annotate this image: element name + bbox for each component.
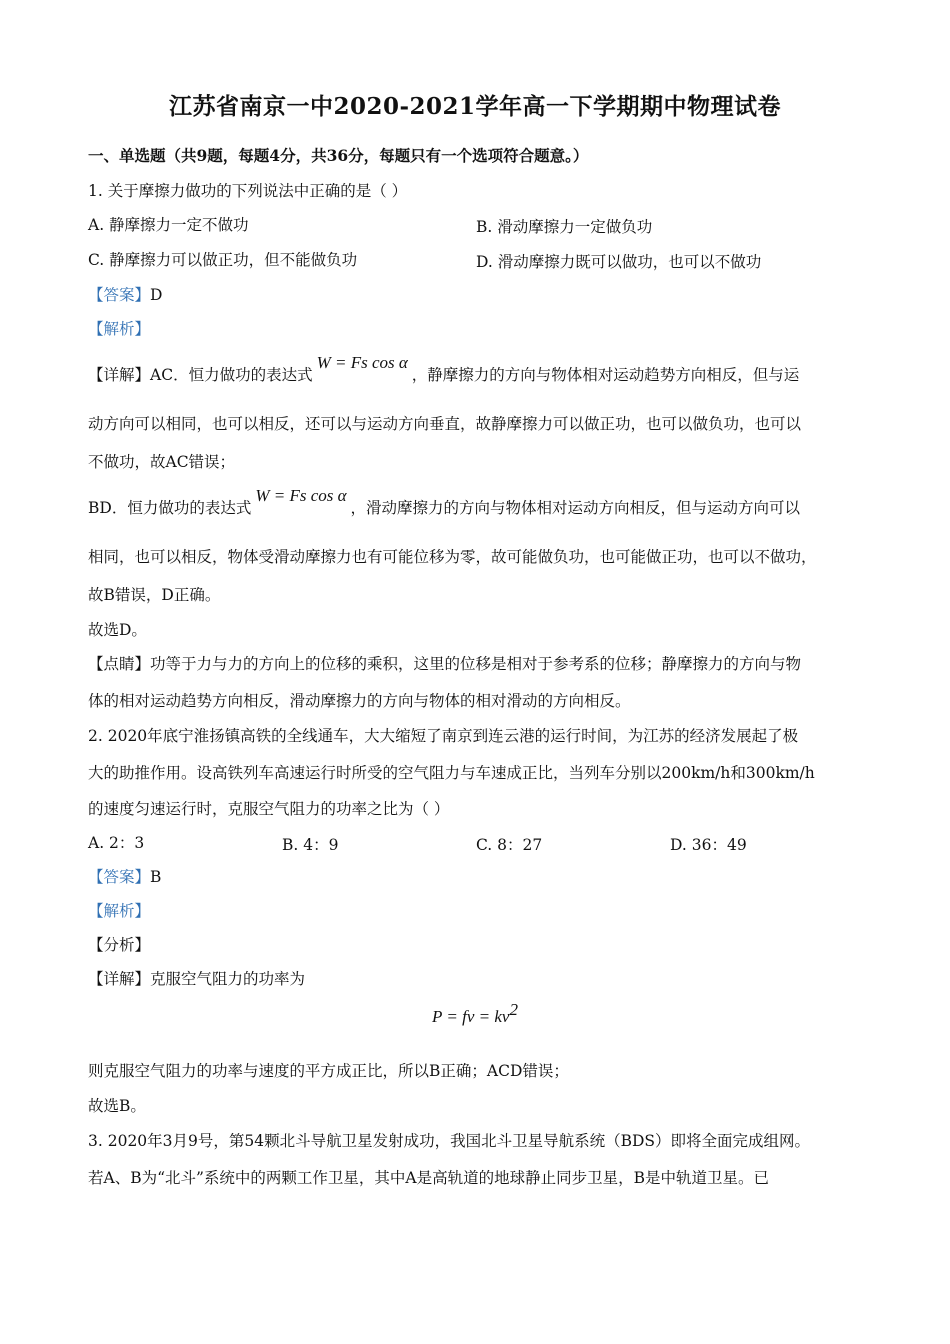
power-formula: P = fv = $kv^2$ [432, 1000, 518, 1026]
q1-option-c: C. 静摩擦力可以做正功，但不能做负功 [88, 251, 358, 269]
q2-detail-line2: 则克服空气阻力的功率与速度的平方成正比，所以B正确；ACD错误； [88, 1062, 569, 1080]
q2-stem-line3: 的速度匀速运行时，克服空气阻力的功率之比为（ ） [88, 800, 450, 818]
work-formula: W = Fs cos α [255, 486, 347, 505]
answer-tag: 【答案】 [88, 868, 151, 886]
q1-detail-line3: 不做功，故AC错误； [88, 453, 236, 471]
q1-detail-line2: 动方向可以相同，也可以相反，还可以与运动方向垂直，故静摩擦力可以做正功，也可以做负功，也可以 [88, 415, 802, 433]
q3-stem-line2: 若A、B为“北斗”系统中的两颗工作卫星，其中A是高轨道的地球静止同步卫星，B是中轨道卫星。已 [88, 1169, 770, 1187]
q2-conclusion: 故选B。 [88, 1097, 146, 1115]
answer-value: B [150, 868, 162, 886]
q1-detail-line1: 【详解】AC．恒力做功的表达式W = Fs cos α，静摩擦力的方向与物体相对运动趋势方向相反，但与运 [88, 353, 800, 384]
q1-stem: 1. 关于摩擦力做功的下列说法中正确的是（ ） [88, 182, 408, 200]
work-formula: W = Fs cos α [316, 353, 408, 372]
q1-option-a: A. 静摩擦力一定不做功 [88, 216, 249, 234]
q1-answer [88, 285, 162, 305]
q1-detail-line6: 故B错误，D正确。 [88, 586, 221, 604]
q1-comment-line1: 【点睛】功等于力与力的方向上的位移的乘积，这里的位移是相对于参考系的位移；静摩擦力的方向与物 [88, 655, 802, 673]
detail-tag: 【详解】 [88, 970, 151, 988]
formula-exponent: 2 [509, 1000, 518, 1019]
q2-answer [88, 867, 161, 887]
detail-tag: 【详解】 [88, 366, 151, 384]
section-heading: 一、单选题（共9题，每题4分，共36分，每题只有一个选项符合题意。） [88, 146, 589, 165]
q1-comment-line2: 体的相对运动趋势方向相反，滑动摩擦力的方向与物体的相对滑动的方向相反。 [88, 692, 631, 710]
q2-fenxi-tag: 【分析】 [88, 936, 151, 954]
q1-option-d: D. 滑动摩擦力既可以做功，也可以不做功 [476, 253, 762, 271]
q2-analysis-tag: 【解析】 [88, 902, 151, 920]
q2-stem-line2: 大的助推作用。设高铁列车高速运行时所受的空气阻力与车速成正比，当列车分别以200km/h和300km/h [88, 764, 815, 782]
q1-analysis-tag: 【解析】 [88, 320, 151, 338]
q2-option-d: D. 36：49 [670, 836, 747, 854]
answer-tag: 【答案】 [88, 286, 151, 304]
q1-detail-line4: BD．恒力做功的表达式W = Fs cos α，滑动摩擦力的方向与物体相对运动方向相反，但与运动方向可以 [88, 486, 801, 517]
q2-option-b: B. 4：9 [282, 836, 339, 854]
q2-option-a: A. 2：3 [88, 834, 145, 852]
q1-conclusion: 故选D。 [88, 621, 147, 639]
q2-stem-line1: 2. 2020年底宁淮扬镇高铁的全线通车，大大缩短了南京到连云港的运行时间，为江苏的经济发展起了极 [88, 727, 799, 745]
comment-tag: 【点睛】 [88, 655, 151, 673]
q1-detail-line5: 相同，也可以相反，物体受滑动摩擦力也有可能位移为零，故可能做负功，也可能做正功，也可以不做功， [88, 548, 817, 566]
page-title: 江苏省南京一中2020-2021学年高一下学期期中物理试卷 [168, 93, 782, 120]
answer-value: D [150, 286, 163, 304]
q3-stem-line1: 3. 2020年3月9号，第54颗北斗导航卫星发射成功，我国北斗卫星导航系统（BDS）即将全面完成组网。 [88, 1132, 811, 1150]
q2-detail-line1: 【详解】克服空气阻力的功率为 [88, 970, 306, 988]
q1-option-b: B. 滑动摩擦力一定做负功 [476, 218, 653, 236]
q2-option-c: C. 8：27 [476, 836, 543, 854]
